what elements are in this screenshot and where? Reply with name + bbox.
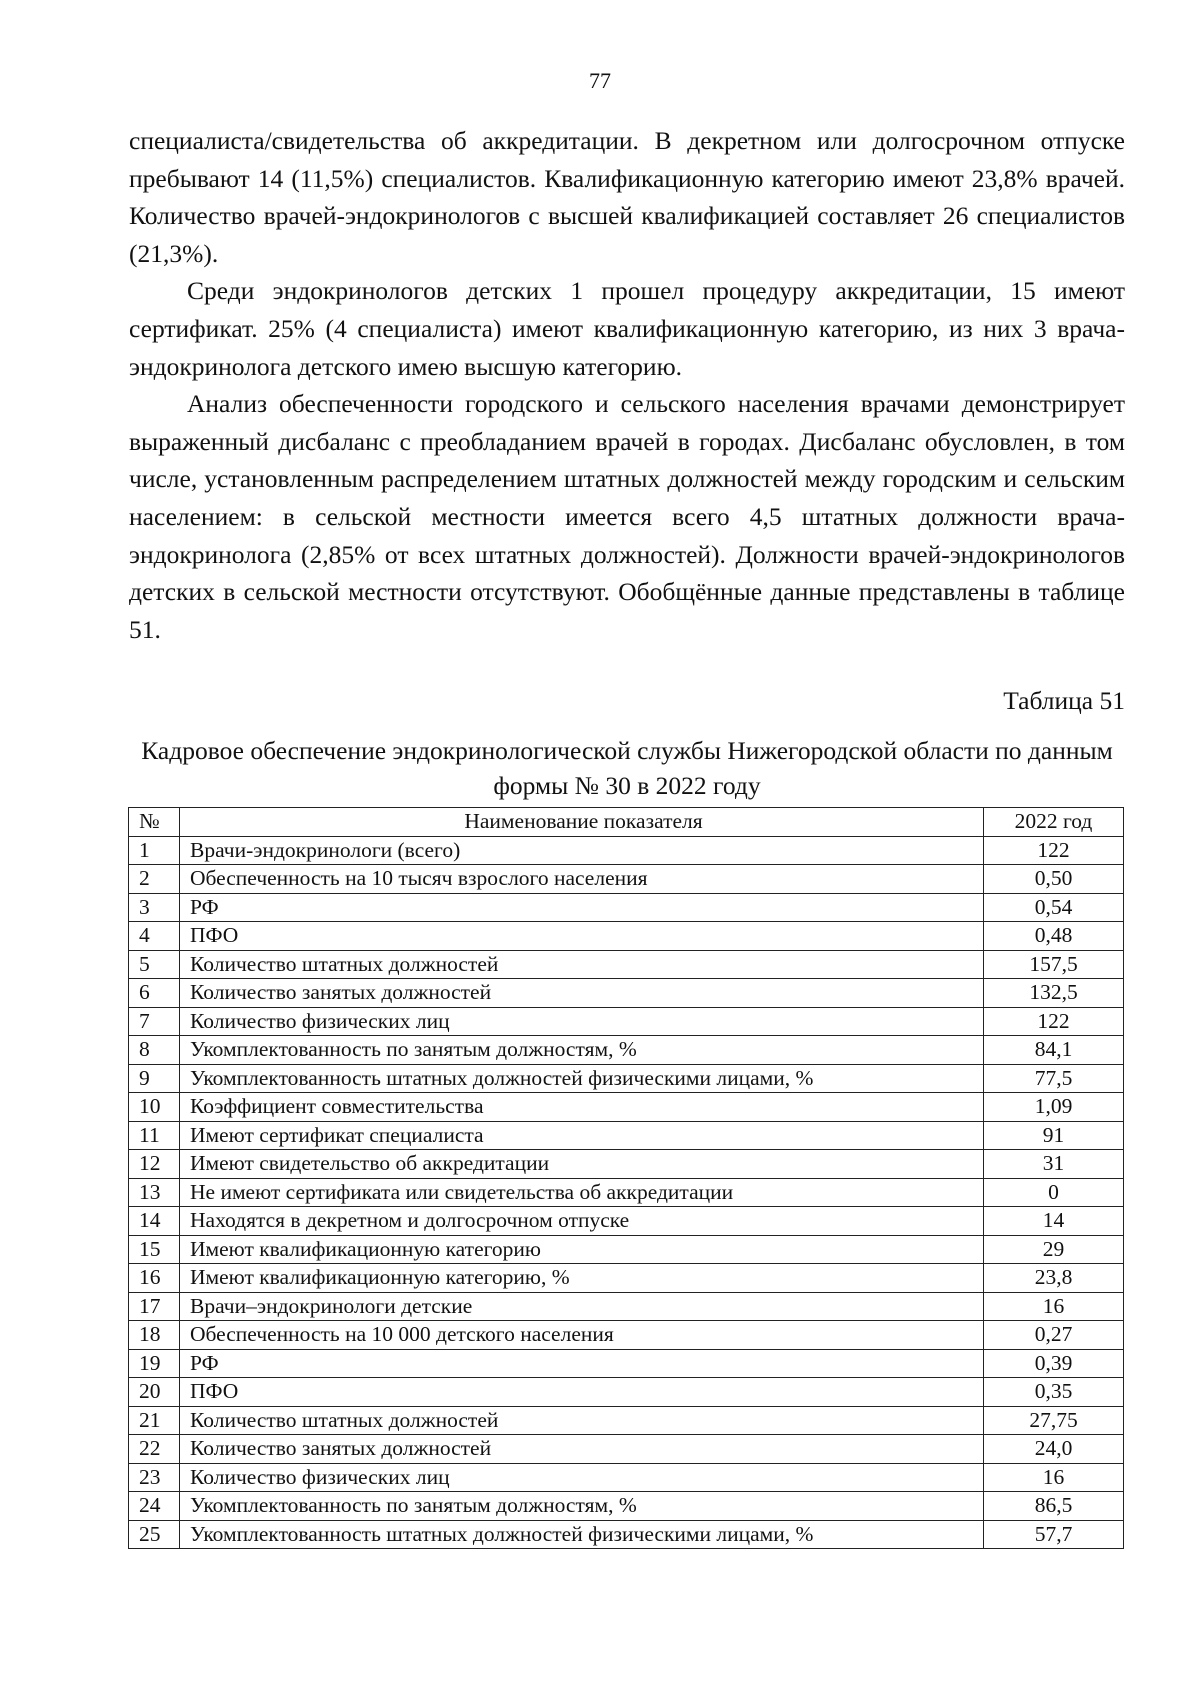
row-indicator: Имеют сертификат специалиста [180,1121,984,1150]
row-value: 0,39 [984,1349,1124,1378]
row-value: 57,7 [984,1520,1124,1549]
row-indicator: ПФО [180,1378,984,1407]
table-row [129,1178,1124,1207]
row-number: 9 [129,1064,180,1093]
row-number: 23 [129,1463,180,1492]
header-year: 2022 год [984,808,1124,837]
header-indicator: Наименование показателя [180,808,984,837]
table-row [129,1264,1124,1293]
body-text [129,122,1125,648]
table-row [129,922,1124,951]
row-number: 16 [129,1264,180,1293]
table-row [129,1150,1124,1179]
row-value: 0 [984,1178,1124,1207]
row-number: 1 [129,836,180,865]
row-value: 24,0 [984,1435,1124,1464]
table-row [129,1064,1124,1093]
table-row [129,1121,1124,1150]
row-indicator: Имеют свидетельство об аккредитации [180,1150,984,1179]
staffing-table [128,807,1124,1549]
row-indicator: Количество штатных должностей [180,950,984,979]
table-row [129,1292,1124,1321]
row-indicator: РФ [180,893,984,922]
row-indicator: Обеспеченность на 10 000 детского населения [180,1321,984,1350]
row-value: 14 [984,1207,1124,1236]
row-number: 24 [129,1492,180,1521]
row-number: 6 [129,979,180,1008]
table-row [129,1492,1124,1521]
row-number: 18 [129,1321,180,1350]
table-row [129,950,1124,979]
row-indicator: Количество физических лиц [180,1007,984,1036]
table-row [129,865,1124,894]
row-indicator: РФ [180,1349,984,1378]
row-value: 0,54 [984,893,1124,922]
row-number: 15 [129,1235,180,1264]
table-header-row [129,808,1124,837]
table-row [129,1007,1124,1036]
table-row [129,979,1124,1008]
row-indicator: Количество физических лиц [180,1463,984,1492]
row-value: 122 [984,1007,1124,1036]
row-number: 13 [129,1178,180,1207]
row-value: 91 [984,1121,1124,1150]
table-row [129,1093,1124,1122]
row-number: 11 [129,1121,180,1150]
row-value: 27,75 [984,1406,1124,1435]
table-row [129,893,1124,922]
row-number: 20 [129,1378,180,1407]
table-label: Таблица 51 [1003,686,1125,715]
table-caption: Кадровое обеспечение эндокринологической службы Нижегородской области по данным формы № 30 в 2022 году [141,736,1113,800]
row-indicator: ПФО [180,922,984,951]
row-indicator: Количество занятых должностей [180,1435,984,1464]
row-value: 0,35 [984,1378,1124,1407]
row-indicator: Имеют квалификационную категорию, % [180,1264,984,1293]
table-row [129,1463,1124,1492]
row-value: 0,50 [984,865,1124,894]
row-indicator: Имеют квалификационную категорию [180,1235,984,1264]
row-number: 12 [129,1150,180,1179]
table-row [129,1036,1124,1065]
row-value: 77,5 [984,1064,1124,1093]
row-indicator: Укомплектованность штатных должностей физическими лицами, % [180,1520,984,1549]
table-row [129,1235,1124,1264]
table-row [129,1406,1124,1435]
row-number: 7 [129,1007,180,1036]
table-row [129,1321,1124,1350]
row-indicator: Врачи-эндокринологи (всего) [180,836,984,865]
row-value: 1,09 [984,1093,1124,1122]
table-row [129,1207,1124,1236]
row-number: 25 [129,1520,180,1549]
header-number: № [129,808,180,837]
table-row [129,1435,1124,1464]
row-value: 31 [984,1150,1124,1179]
row-indicator: Обеспеченность на 10 тысяч взрослого населения [180,865,984,894]
row-value: 16 [984,1292,1124,1321]
row-number: 19 [129,1349,180,1378]
paragraph: Анализ обеспеченности городского и сельского населения врачами демонстрирует выраженный дисбаланс с преобладанием врачей в городах. Дисбаланс обусловлен, в том числе, установленным распределением штатных должностей между городским и сельским населением: в сельской местности имеется всего 4,5 штатных должности врача-эндокринолога (2,85% от всех штатных должностей). Должности врачей-эндокринологов детских в сельской местности отсутствуют. Обобщённые данные представлены в таблице 51. [129,389,1125,644]
row-number: 3 [129,893,180,922]
row-indicator: Коэффициент совместительства [180,1093,984,1122]
row-value: 29 [984,1235,1124,1264]
row-number: 5 [129,950,180,979]
row-indicator: Укомплектованность по занятым должностям, % [180,1492,984,1521]
paragraph: Среди эндокринологов детских 1 прошел процедуру аккредитации, 15 имеют сертификат. 25% (4 специалиста) имеют квалификационную категорию, из них 3 врача-эндокринолога детского имею высшую категорию. [129,276,1125,381]
row-number: 10 [129,1093,180,1122]
row-number: 14 [129,1207,180,1236]
row-number: 8 [129,1036,180,1065]
row-indicator: Укомплектованность штатных должностей физическими лицами, % [180,1064,984,1093]
row-number: 22 [129,1435,180,1464]
row-number: 17 [129,1292,180,1321]
row-value: 23,8 [984,1264,1124,1293]
row-value: 132,5 [984,979,1124,1008]
table-body [129,836,1124,1549]
row-value: 0,48 [984,922,1124,951]
row-number: 21 [129,1406,180,1435]
row-indicator: Укомплектованность по занятым должностям, % [180,1036,984,1065]
row-value: 0,27 [984,1321,1124,1350]
row-value: 122 [984,836,1124,865]
row-indicator: Находятся в декретном и долгосрочном отпуске [180,1207,984,1236]
row-indicator: Врачи–эндокринологи детские [180,1292,984,1321]
row-number: 2 [129,865,180,894]
row-value: 84,1 [984,1036,1124,1065]
paragraph: специалиста/свидетельства об аккредитации. В декретном или долгосрочном отпуске пребывают 14 (11,5%) специалистов. Квалификационную категорию имеют 23,8% врачей. Количество врачей-эндокринологов с высшей квалификацией составляет 26 специалистов (21,3%). [129,126,1125,268]
row-indicator: Количество штатных должностей [180,1406,984,1435]
row-number: 4 [129,922,180,951]
row-value: 86,5 [984,1492,1124,1521]
table-row [129,836,1124,865]
row-value: 16 [984,1463,1124,1492]
row-indicator: Количество занятых должностей [180,979,984,1008]
table-row [129,1378,1124,1407]
page-number: 77 [589,68,611,93]
table-row [129,1520,1124,1549]
row-indicator: Не имеют сертификата или свидетельства об аккредитации [180,1178,984,1207]
table-row [129,1349,1124,1378]
row-value: 157,5 [984,950,1124,979]
